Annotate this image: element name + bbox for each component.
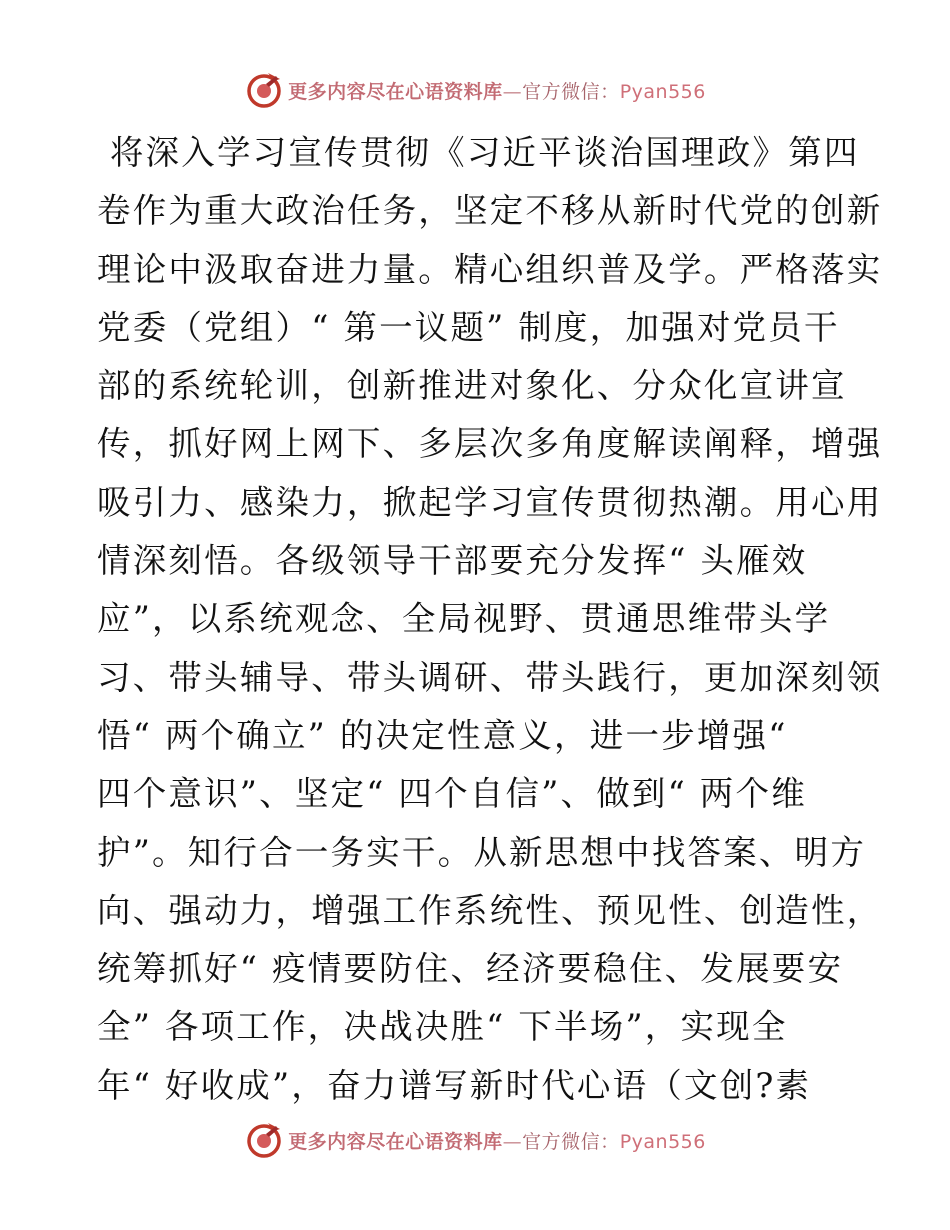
text-line: 卷作为重大政治任务，坚定不移从新时代党的创新 — [97, 191, 883, 231]
watermark-wechat-id: Pyan556 — [619, 1130, 706, 1153]
document-body — [97, 124, 883, 1115]
text-line: 统筹抓好“ 疫情要防住、经济要稳住、发展要安 — [97, 949, 844, 989]
watermark-footer — [0, 1118, 950, 1162]
watermark-text — [288, 1127, 706, 1154]
text-line: 党委（党组）“ 第一议题” 制度，加强对党员干 — [97, 307, 840, 347]
text-line: 理论中汲取奋进力量。精心组织普及学。严格落实 — [97, 249, 883, 289]
watermark-wechat-label: 官方微信： — [522, 1130, 620, 1153]
watermark-site-name: 更多内容尽在心语资料库 — [288, 80, 503, 103]
text-line: 传，抓好网上网下、多层次多角度解读阐释，增强 — [97, 424, 883, 464]
text-line: 应”，以系统观念、全局视野、贯通思维带头学 — [97, 599, 831, 639]
text-line: 习、带头辅导、带头调研、带头践行，更加深刻领 — [97, 657, 883, 697]
watermark-dash: — — [502, 1130, 523, 1153]
text-line: 年“ 好收成”，奋力谱写新时代心语（文创?素 — [97, 1065, 812, 1105]
text-line: 四个意识”、坚定“ 四个自信”、做到“ 两个维 — [97, 774, 807, 814]
text-line: 悟“ 两个确立” 的决定性意义，进一步增强“ — [97, 715, 788, 755]
text-line: 全” 各项工作，决战决胜“ 下半场”，实现全 — [97, 1007, 788, 1047]
watermark-text — [288, 77, 706, 104]
watermark-site-name: 更多内容尽在心语资料库 — [288, 1130, 503, 1153]
text-line: 吸引力、感染力，掀起学习宣传贯彻热潮。用心用 — [97, 482, 883, 522]
watermark-dash: — — [502, 80, 523, 103]
text-line: 向、强动力，增强工作系统性、预见性、创造性， — [97, 890, 883, 930]
watermark-header — [0, 68, 950, 112]
text-line: 护”。知行合一务实干。从新思想中找答案、明方 — [97, 832, 867, 872]
brand-logo-icon — [244, 70, 284, 110]
watermark-wechat-id: Pyan556 — [619, 80, 706, 103]
brand-logo-icon — [244, 1120, 284, 1160]
watermark-wechat-label: 官方微信： — [522, 80, 620, 103]
text-line: 部的系统轮训，创新推进对象化、分众化宣讲宣 — [97, 366, 847, 406]
text-line: 将深入学习宣传贯彻《习近平谈治国理政》第四 — [97, 133, 860, 172]
text-line: 情深刻悟。各级领导干部要充分发挥“ 头雁效 — [97, 541, 808, 581]
